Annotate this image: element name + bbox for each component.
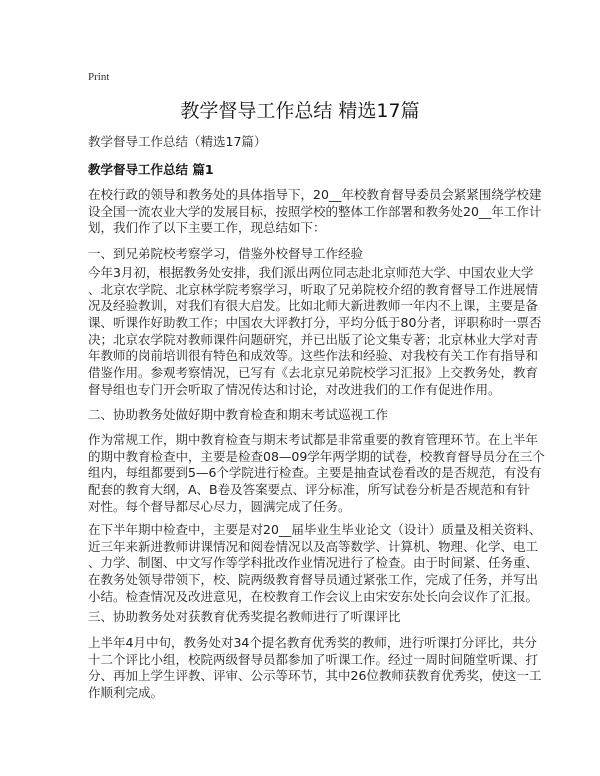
text-line: 、力学、制图、中文写作等学科批改作业情况进行了检查。由于时间紧、任务重、 bbox=[88, 555, 539, 571]
text-line: 设全国一流农业大学的发展目标，按照学校的整体工作部署和教务处20__年工作计 bbox=[88, 203, 542, 219]
text-line: 的期中教育检查中，主要是检查08—09学年两学期的试卷，校教育督导员分在三个 bbox=[88, 448, 545, 464]
text-line: 借鉴作用。参观考察情况，已写有《去北京兄弟院校学习汇报》上交教务处，教育 bbox=[88, 365, 539, 381]
text-line: 上半年4月中旬，教务处对34个提名教育优秀奖的教师，进行听课打分评比，共分 bbox=[88, 635, 537, 650]
section3-paragraph bbox=[88, 635, 541, 702]
text-line: 今年3月初，根据教务处安排，我们派出两位同志赴北京师范大学、中国农业大学 bbox=[88, 265, 534, 280]
section3-heading: 三、协助教务处对获教育优秀奖提名教师进行了听课评比 bbox=[88, 609, 401, 624]
text-line: 决；北京农学院对教师课件问题研究，并已出版了论文集专著；北京林业大学对青 bbox=[88, 331, 539, 347]
text-line: 作顺利完成。 bbox=[88, 685, 164, 701]
section2-paragraph2 bbox=[88, 522, 541, 605]
text-line: 在下半年期中检查中，主要是对20__届毕业生毕业论文（设计）质量及相关资料、 bbox=[88, 522, 542, 537]
intro-paragraph bbox=[88, 187, 541, 237]
text-line: 、北京农学院、北京林学院考察学习，听取了兄弟院校介绍的教育督导工作进展情 bbox=[88, 281, 539, 297]
subtitle: 教学督导工作总结（精选17篇） bbox=[88, 134, 267, 149]
section1-heading: 一、到兄弟院校考察学习，借鉴外校督导工作经验 bbox=[88, 246, 364, 261]
text-line: 组内，每组都要到5—6个学院进行检查。主要是抽查试卷看改的是否规范，有没有 bbox=[88, 465, 542, 481]
text-line: 督导组也专门开会听取了情况传达和讨论，对改进我们的工作有促进作用。 bbox=[88, 381, 501, 397]
section2-heading: 二、协助教务处做好期中教育检查和期末考试巡视工作 bbox=[88, 407, 389, 422]
text-line: 配套的教育大纲，A、B卷及答案要点、评分标准，所写试卷分析是否规范和有针 bbox=[88, 482, 531, 498]
text-line: 近三年来新进教师讲课情况和阅卷情况以及高等数学、计算机、物理、化学、电工 bbox=[88, 538, 539, 554]
text-line: 分、再加上学生评教、评审、公示等环节，其中26位教师获教育优秀奖，使这一工 bbox=[88, 668, 542, 684]
text-line: 年教师的岗前培训很有特色和成效等。这些作法和经验、对我校有关工作有指导和 bbox=[88, 348, 539, 364]
text-line: 作为常规工作，期中教育检查与期末考试都是非常重要的教育管理环节。在上半年 bbox=[88, 432, 539, 447]
article-heading: 教学督导工作总结 篇1 bbox=[88, 162, 214, 177]
text-line: 小结。检查情况及改进意见，在校教育工作会议上由宋安东处长向会议作了汇报。 bbox=[88, 588, 539, 604]
text-line: 况及经验教训，对我们有很大启发。比如北师大新进教师一年内不上课，主要是备 bbox=[88, 298, 539, 314]
text-line: 十二个评比小组，校院两级督导员都参加了听课工作。经过一周时间随堂听课、打 bbox=[88, 651, 539, 667]
section2-paragraph1 bbox=[88, 432, 545, 515]
print-link[interactable]: Print bbox=[88, 71, 110, 83]
text-line: 在教务处领导带领下，校、院两级教育督导员通过紧张工作，完成了任务，并写出 bbox=[88, 572, 539, 588]
page-title: 教学督导工作总结 精选17篇 bbox=[180, 100, 420, 122]
text-line: 划，我们作了以下主要工作，现总结如下： bbox=[88, 220, 326, 236]
text-line: 课、听课作好助教工作；中国农大评教打分，平均分低于80分者，评职称时一票否 bbox=[88, 315, 542, 331]
text-line: 对性。每个督导都尽心尽力，圆满完成了任务。 bbox=[88, 498, 351, 514]
section1-paragraph bbox=[88, 265, 541, 399]
text-line: 在校行政的领导和教务处的具体指导下，20__年校教育督导委员会紧紧围绕学校建 bbox=[88, 187, 542, 202]
